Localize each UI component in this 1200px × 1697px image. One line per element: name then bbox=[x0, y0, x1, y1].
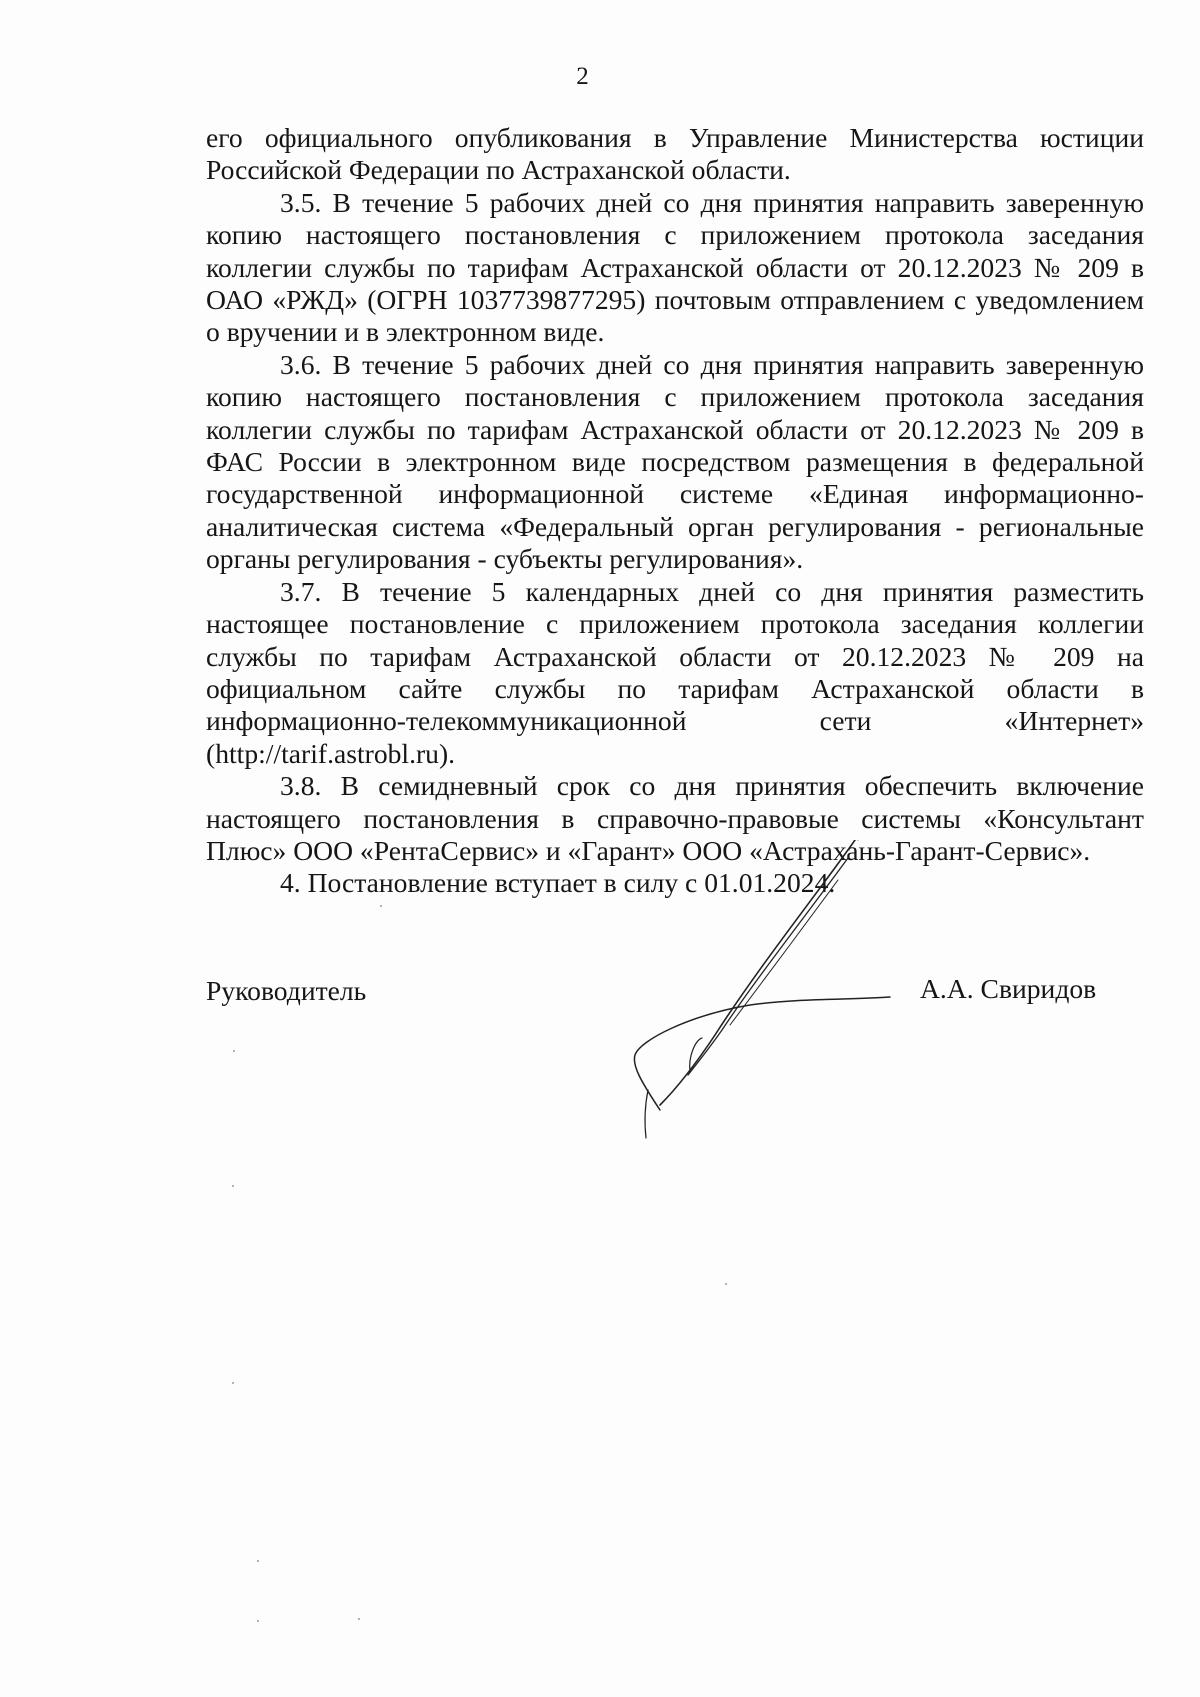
page-number: 2 bbox=[576, 63, 589, 90]
scan-speck bbox=[380, 905, 382, 907]
handwritten-signature bbox=[630, 840, 910, 1140]
paragraph-3-6: 3.6. В течение 5 рабочих дней со дня принятия направить заверенную копию настоящего постановления с приложением протокола заседания коллегии службы по тарифам Астраханской области от 20.12.2023 № 209 в ФАС России в электронном виде посредством размещения в федеральной государственной информационной системе «Единая информационно-аналитическая система «Федеральный орган регулирования - региональные органы регулирования - субъекты регулирования». bbox=[206, 348, 1144, 575]
scan-speck bbox=[257, 1620, 259, 1622]
scan-speck bbox=[233, 1050, 235, 1052]
paragraph-4: 4. Постановление вступает в силу с 01.01.2024. bbox=[280, 867, 836, 899]
paragraph-continuation: его официального опубликования в Управление Министерства юстиции Российской Федерации по Астраханской области. bbox=[206, 122, 1144, 186]
scan-speck bbox=[232, 1185, 234, 1187]
scan-speck bbox=[358, 1618, 360, 1620]
document-body bbox=[206, 122, 1144, 900]
paragraph-3-5: 3.5. В течение 5 рабочих дней со дня принятия направить заверенную копию настоящего постановления с приложением протокола заседания коллегии службы по тарифам Астраханской области от 20.12.2023 № 209 в ОАО «РЖД» (ОГРН 1037739877295) почтовым отправлением с уведомлением о вручении и в электронном виде. bbox=[206, 186, 1144, 348]
scan-speck bbox=[232, 1382, 234, 1384]
paragraph-3-8: 3.8. В семидневный срок со дня принятия обеспечить включение настоящего постановления в справочно-правовые системы «Консультант Плюс» ООО «РентаСервис» и «Гарант» ООО «Астрахань-Гарант-Сервис». bbox=[206, 770, 1144, 866]
signatory-title: Руководитель bbox=[206, 975, 367, 1006]
signatory-name: А.А. Свиридов bbox=[920, 973, 1097, 1004]
scan-speck bbox=[257, 1560, 259, 1562]
scan-speck bbox=[725, 1283, 727, 1285]
paragraph-3-7: 3.7. В течение 5 календарных дней со дня принятия разместить настоящее постановление с приложением протокола заседания коллегии службы по тарифам Астраханской области от 20.12.2023 № 209 на официальном сайте службы по тарифам Астраханской области в информационно-телекоммуникационной сети «Интернет» (http://tarif.astrobl.ru). bbox=[206, 575, 1144, 769]
